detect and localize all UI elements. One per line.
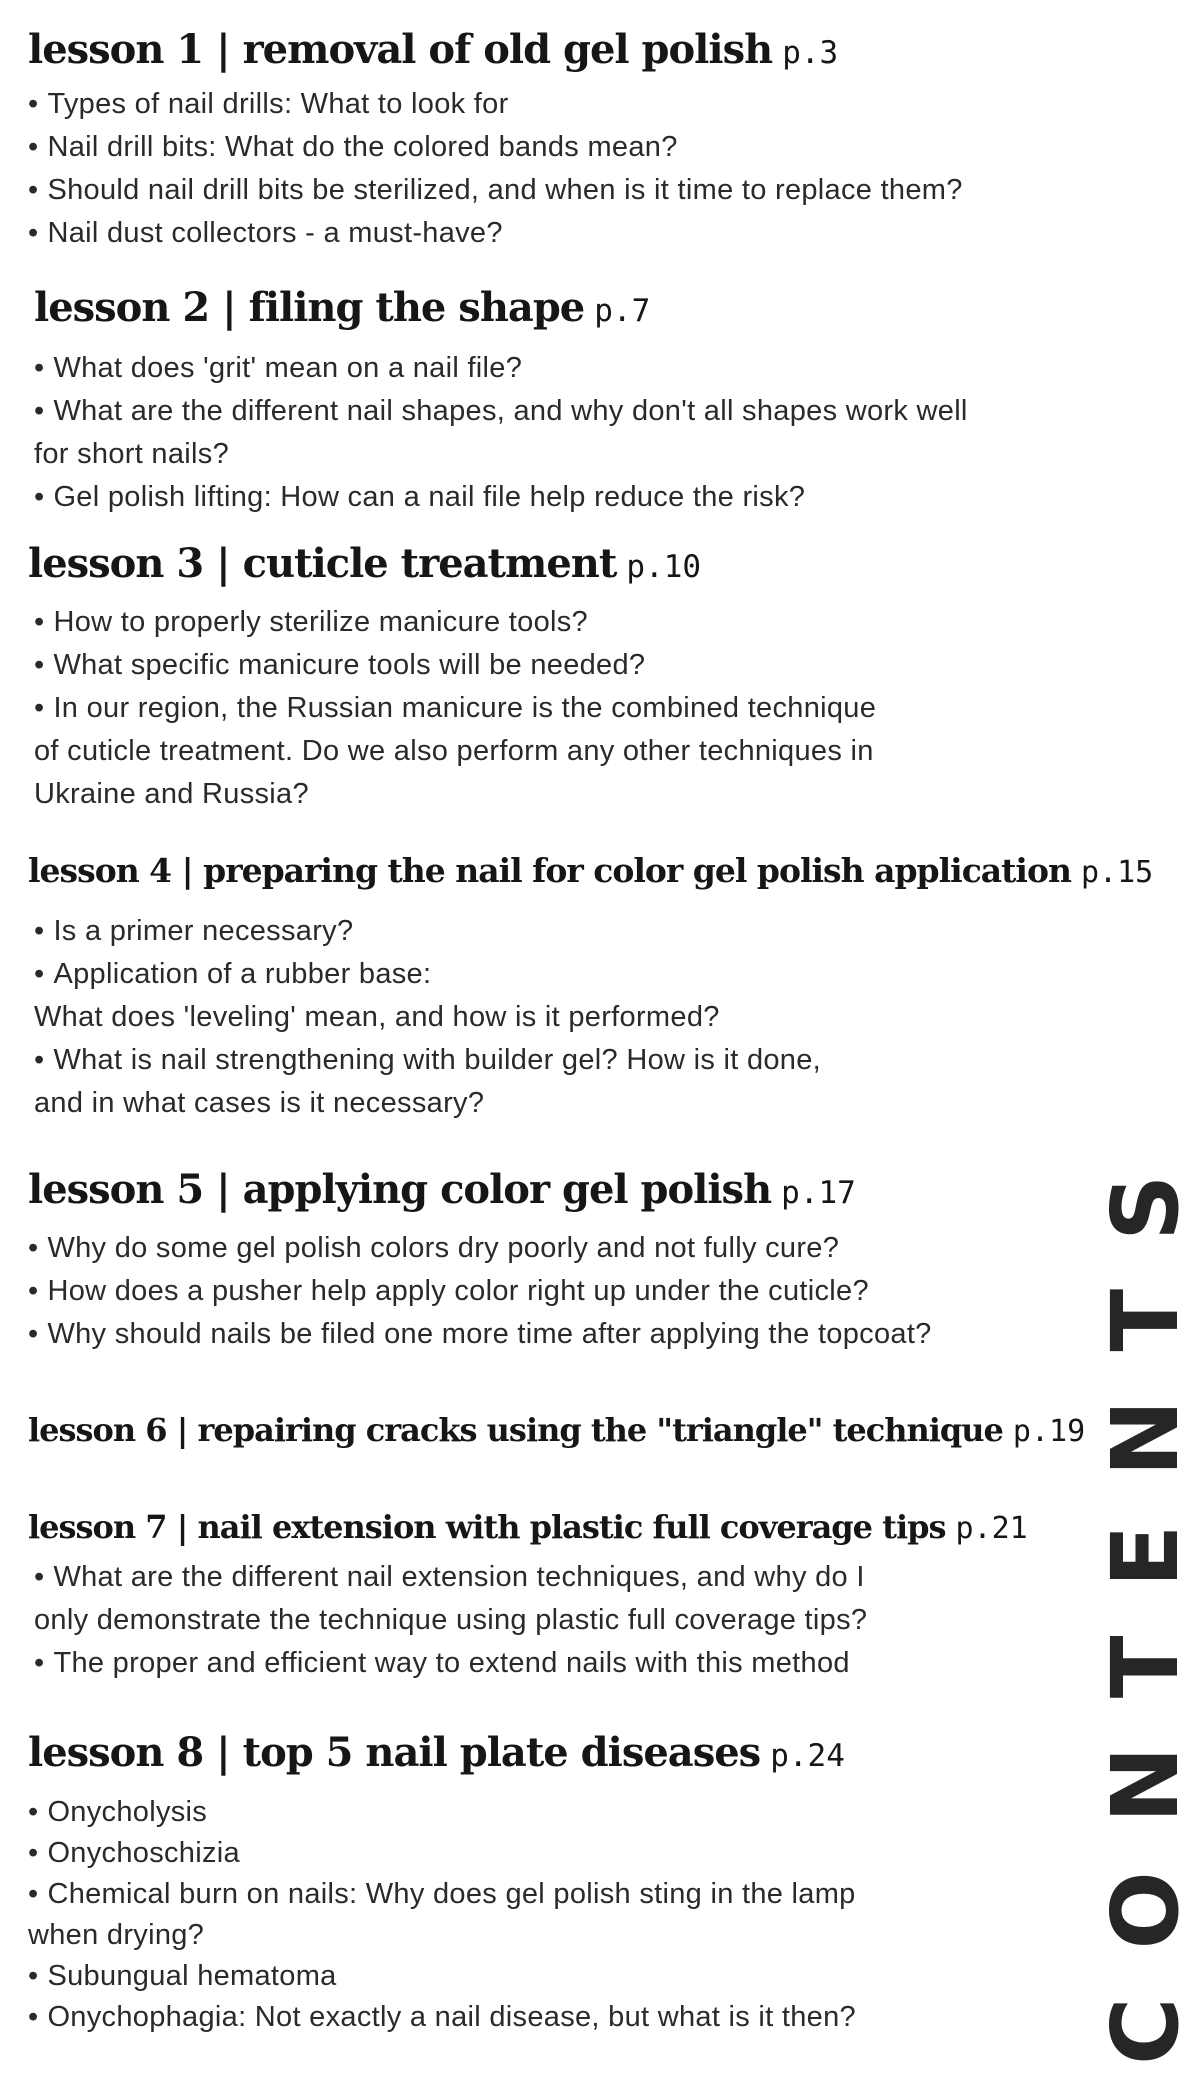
lesson-3-section [28, 536, 1088, 816]
topic-text: Types of nail drills: What to look for [47, 88, 509, 120]
topic-text: only demonstrate the technique using plastic full coverage tips? [34, 1604, 868, 1636]
list-item [34, 476, 1094, 519]
lesson-6-heading[interactable] [28, 1405, 1088, 1457]
lesson-3-topics [28, 601, 1088, 816]
bullet: • [28, 1796, 39, 1828]
list-item-continuation [34, 1599, 1088, 1642]
bullet: • [28, 131, 39, 163]
topic-text: Is a primer necessary? [53, 915, 354, 947]
list-item [28, 169, 1088, 212]
lesson-5-topics [28, 1227, 1088, 1356]
topic-text: of cuticle treatment. Do we also perform any other techniques in [34, 735, 874, 767]
list-item-continuation [34, 1082, 1088, 1125]
bullet: • [34, 1647, 45, 1679]
topic-text: for short nails? [34, 438, 229, 470]
bullet: • [34, 395, 45, 427]
lesson-4-section [28, 846, 1154, 1125]
list-item [34, 644, 1088, 687]
lesson-6-title: lesson 6 | repairing cracks using the "triangle" technique [28, 1411, 1003, 1449]
lesson-5-section [28, 1162, 1088, 1356]
list-item-continuation [34, 773, 1088, 816]
list-item-continuation [34, 996, 1088, 1039]
list-item [34, 347, 1094, 390]
lesson-7-topics [28, 1556, 1088, 1685]
bullet: • [28, 88, 39, 120]
lesson-5-heading[interactable] [28, 1162, 1088, 1221]
lesson-1-page: p.3 [782, 35, 839, 71]
topic-text: How to properly sterilize manicure tools? [53, 606, 588, 638]
bullet: • [34, 481, 45, 513]
list-item-continuation [28, 1915, 1088, 1956]
lesson-4-title: lesson 4 | preparing the nail for color gel polish application [28, 851, 1071, 890]
list-item [28, 126, 1088, 169]
list-item [34, 910, 1088, 953]
topic-text: Subungual hematoma [47, 1960, 337, 1992]
lesson-7-heading[interactable] [28, 1502, 1088, 1554]
topic-text: Ukraine and Russia? [34, 778, 309, 810]
lesson-8-section [28, 1725, 1088, 2038]
lesson-8-topics [28, 1792, 1088, 2038]
bullet: • [34, 692, 45, 724]
list-item [28, 1227, 1088, 1270]
lesson-2-section [34, 280, 1094, 519]
lesson-7-page: p.21 [955, 1511, 1028, 1546]
bullet: • [34, 352, 45, 384]
topic-text: Onychoschizia [47, 1837, 240, 1869]
topic-text: The proper and efficient way to extend nails with this method [53, 1647, 850, 1679]
lesson-5-title: lesson 5 | applying color gel polish [28, 1166, 772, 1213]
lesson-1-topics [28, 83, 1088, 255]
topic-text: What specific manicure tools will be needed? [53, 649, 646, 681]
list-item [28, 1833, 1088, 1874]
bullet: • [28, 2001, 39, 2033]
lesson-6-page: p.19 [1012, 1414, 1086, 1449]
list-item [28, 1956, 1088, 1997]
topic-text: Gel polish lifting: How can a nail file help reduce the risk? [53, 481, 806, 513]
list-item [34, 1039, 1088, 1082]
topic-text: Should nail drill bits be sterilized, and when is it time to replace them? [47, 174, 963, 206]
lesson-8-page: p.24 [770, 1738, 845, 1774]
lesson-2-title: lesson 2 | filing the shape [34, 284, 585, 331]
lesson-3-page: p.10 [626, 549, 702, 585]
topic-text: Chemical burn on nails: Why does gel polish sting in the lamp [47, 1878, 856, 1910]
bullet: • [28, 1960, 39, 1992]
lesson-1-heading[interactable] [28, 22, 1088, 81]
topic-text: Nail dust collectors - a must-have? [47, 217, 503, 249]
topic-text: Application of a rubber base: [53, 958, 432, 990]
list-item [28, 1270, 1088, 1313]
bullet: • [34, 915, 45, 947]
bullet: • [34, 606, 45, 638]
lesson-3-heading[interactable] [28, 536, 1088, 595]
lesson-2-topics [34, 347, 1094, 519]
topic-text: In our region, the Russian manicure is the combined technique [53, 692, 877, 724]
lesson-2-heading[interactable] [34, 280, 1094, 339]
list-item [34, 601, 1088, 644]
bullet: • [28, 1232, 39, 1264]
lesson-8-title: lesson 8 | top 5 nail plate diseases [28, 1729, 761, 1776]
list-item [34, 953, 1088, 996]
topic-text: How does a pusher help apply color right up under the cuticle? [47, 1275, 869, 1307]
lesson-7-title: lesson 7 | nail extension with plastic full coverage tips [28, 1508, 946, 1546]
topic-text: What is nail strengthening with builder gel? How is it done, [53, 1044, 822, 1076]
lesson-8-heading[interactable] [28, 1725, 1088, 1784]
list-item [28, 83, 1088, 126]
list-item [28, 1792, 1088, 1833]
bullet: • [28, 217, 39, 249]
topic-text: What are the different nail shapes, and why don't all shapes work well [53, 395, 968, 427]
bullet: • [28, 1878, 39, 1910]
bullet: • [34, 1561, 45, 1593]
topic-text: What does 'leveling' mean, and how is it performed? [34, 1001, 720, 1033]
topic-text: Why do some gel polish colors dry poorly and not fully cure? [47, 1232, 840, 1264]
lesson-2-page: p.7 [594, 293, 651, 329]
topic-text: What are the different nail extension techniques, and why do I [53, 1561, 865, 1593]
list-item [34, 390, 1094, 433]
topic-text: and in what cases is it necessary? [34, 1087, 485, 1119]
topic-text: when drying? [28, 1919, 205, 1951]
bullet: • [28, 1318, 39, 1350]
bullet: • [28, 1837, 39, 1869]
topic-text: What does 'grit' mean on a nail file? [53, 352, 523, 384]
bullet: • [34, 649, 45, 681]
contents-vertical-label: CONTENTS [1092, 1126, 1199, 2065]
lesson-7-section [28, 1502, 1088, 1685]
lesson-4-heading[interactable] [28, 846, 1154, 898]
lesson-1-title: lesson 1 | removal of old gel polish [28, 26, 773, 73]
topic-text: Onycholysis [47, 1796, 208, 1828]
list-item [34, 1556, 1088, 1599]
bullet: • [34, 958, 45, 990]
lesson-4-topics [28, 910, 1088, 1125]
bullet: • [34, 1044, 45, 1076]
list-item [34, 687, 1088, 730]
list-item [28, 1313, 1088, 1356]
list-item [28, 212, 1088, 255]
lesson-4-page: p.15 [1080, 855, 1154, 890]
list-item-continuation [34, 730, 1088, 773]
topic-text: Why should nails be filed one more time after applying the topcoat? [47, 1318, 932, 1350]
bullet: • [28, 174, 39, 206]
list-item [28, 1874, 1088, 1915]
bullet: • [28, 1275, 39, 1307]
list-item [28, 1997, 1088, 2038]
topic-text: Nail drill bits: What do the colored bands mean? [47, 131, 678, 163]
lesson-3-title: lesson 3 | cuticle treatment [28, 540, 617, 587]
lesson-6-section [28, 1405, 1088, 1457]
list-item-continuation [34, 433, 1094, 476]
list-item [34, 1642, 1088, 1685]
topic-text: Onychophagia: Not exactly a nail disease, but what is it then? [47, 2001, 856, 2033]
lesson-1-section [28, 22, 1088, 255]
lesson-5-page: p.17 [781, 1175, 856, 1211]
